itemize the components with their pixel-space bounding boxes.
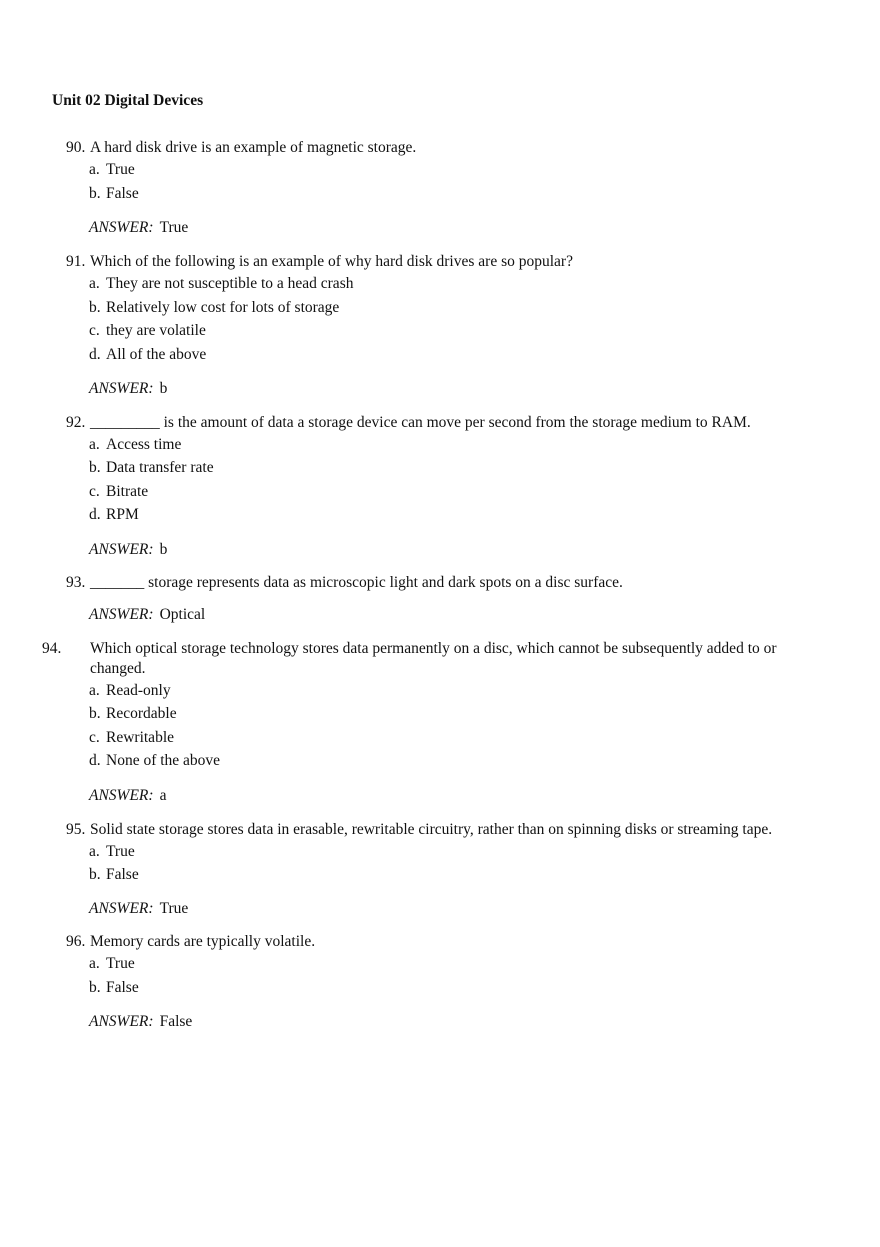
option-letter: a. <box>89 955 100 972</box>
question-stem <box>66 413 796 433</box>
question-stem <box>66 138 796 158</box>
option-text: None of the above <box>106 752 221 769</box>
option-text: Recordable <box>106 705 177 722</box>
answer-label: ANSWER: <box>89 606 154 623</box>
option-letter: b. <box>89 705 101 722</box>
answer-value: False <box>159 1013 193 1030</box>
answer-option <box>89 298 339 318</box>
question-stem <box>66 252 796 272</box>
option-text: All of the above <box>106 346 207 363</box>
option-letter: b. <box>89 866 101 883</box>
question-number: 93. <box>66 574 86 591</box>
option-text: True <box>106 843 135 860</box>
question-number: 91. <box>66 253 86 270</box>
answer-line <box>89 540 167 560</box>
option-letter: b. <box>89 185 101 202</box>
option-letter: a. <box>89 682 100 699</box>
option-text: Relatively low cost for lots of storage <box>106 299 340 316</box>
answer-option <box>89 865 139 885</box>
question-text: Solid state storage stores data in erasable, rewritable circuitry, rather than on spinning disks or streaming tape. <box>90 821 773 838</box>
option-text: Data transfer rate <box>106 459 214 476</box>
option-letter: a. <box>89 843 100 860</box>
option-letter: d. <box>89 506 101 523</box>
answer-line <box>89 1012 192 1032</box>
question-text: _________ is the amount of data a storage device can move per second from the storage medium to RAM. <box>90 414 751 431</box>
question-stem <box>66 573 796 593</box>
answer-option <box>89 728 174 748</box>
option-letter: c. <box>89 322 100 339</box>
question-number: 95. <box>66 821 86 838</box>
answer-value: b <box>159 380 168 397</box>
answer-value: b <box>159 541 168 558</box>
answer-option <box>89 160 135 180</box>
answer-option <box>89 505 139 525</box>
answer-option <box>89 681 171 701</box>
option-text: RPM <box>106 506 139 523</box>
answer-option <box>89 458 214 478</box>
question-stem <box>42 639 820 679</box>
answer-line <box>89 899 188 919</box>
question-number: 96. <box>66 933 86 950</box>
option-letter: b. <box>89 299 101 316</box>
question-text: Which of the following is an example of why hard disk drives are so popular? <box>90 253 573 270</box>
option-letter: d. <box>89 346 101 363</box>
option-text: True <box>106 955 135 972</box>
question-text: A hard disk drive is an example of magnetic storage. <box>90 139 417 156</box>
option-text: False <box>106 185 139 202</box>
question-text: Memory cards are typically volatile. <box>90 933 316 950</box>
answer-label: ANSWER: <box>89 541 154 558</box>
answer-option <box>89 321 206 341</box>
option-text: Read-only <box>106 682 171 699</box>
answer-value: a <box>159 787 167 804</box>
option-letter: b. <box>89 459 101 476</box>
option-text: False <box>106 979 139 996</box>
answer-label: ANSWER: <box>89 787 154 804</box>
answer-line <box>89 218 188 238</box>
option-letter: b. <box>89 979 101 996</box>
answer-value: True <box>159 900 189 917</box>
question-number: 94. <box>42 640 62 657</box>
answer-option <box>89 978 139 998</box>
question-number: 90. <box>66 139 86 156</box>
answer-line <box>89 379 167 399</box>
option-text: Bitrate <box>106 483 149 500</box>
option-letter: a. <box>89 436 100 453</box>
answer-option <box>89 345 206 365</box>
option-letter: a. <box>89 275 100 292</box>
question-stem <box>66 932 796 952</box>
answer-option <box>89 274 353 294</box>
option-text: Access time <box>106 436 182 453</box>
option-letter: d. <box>89 752 101 769</box>
option-letter: a. <box>89 161 100 178</box>
option-text: They are not susceptible to a head crash <box>106 275 354 292</box>
answer-label: ANSWER: <box>89 380 154 397</box>
answer-label: ANSWER: <box>89 1013 154 1030</box>
question-number: 92. <box>66 414 86 431</box>
answer-option <box>89 842 135 862</box>
option-text: Rewritable <box>106 729 175 746</box>
answer-value: Optical <box>159 606 206 623</box>
answer-label: ANSWER: <box>89 900 154 917</box>
answer-option <box>89 954 135 974</box>
question-text: Which optical storage technology stores data permanently on a disc, which cannot be subsequently added to or changed. <box>90 640 777 677</box>
question-stem <box>66 820 826 840</box>
answer-value: True <box>159 219 189 236</box>
option-text: False <box>106 866 139 883</box>
option-letter: c. <box>89 729 100 746</box>
option-text: True <box>106 161 135 178</box>
answer-option <box>89 435 181 455</box>
answer-option <box>89 482 148 502</box>
answer-line <box>89 786 166 806</box>
answer-option <box>89 751 220 771</box>
answer-line <box>89 605 205 625</box>
question-text: _______ storage represents data as microscopic light and dark spots on a disc surface. <box>90 574 623 591</box>
answer-option <box>89 184 139 204</box>
answer-option <box>89 704 177 724</box>
option-text: they are volatile <box>106 322 206 339</box>
unit-title: Unit 02 Digital Devices <box>52 92 204 109</box>
answer-label: ANSWER: <box>89 219 154 236</box>
option-letter: c. <box>89 483 100 500</box>
